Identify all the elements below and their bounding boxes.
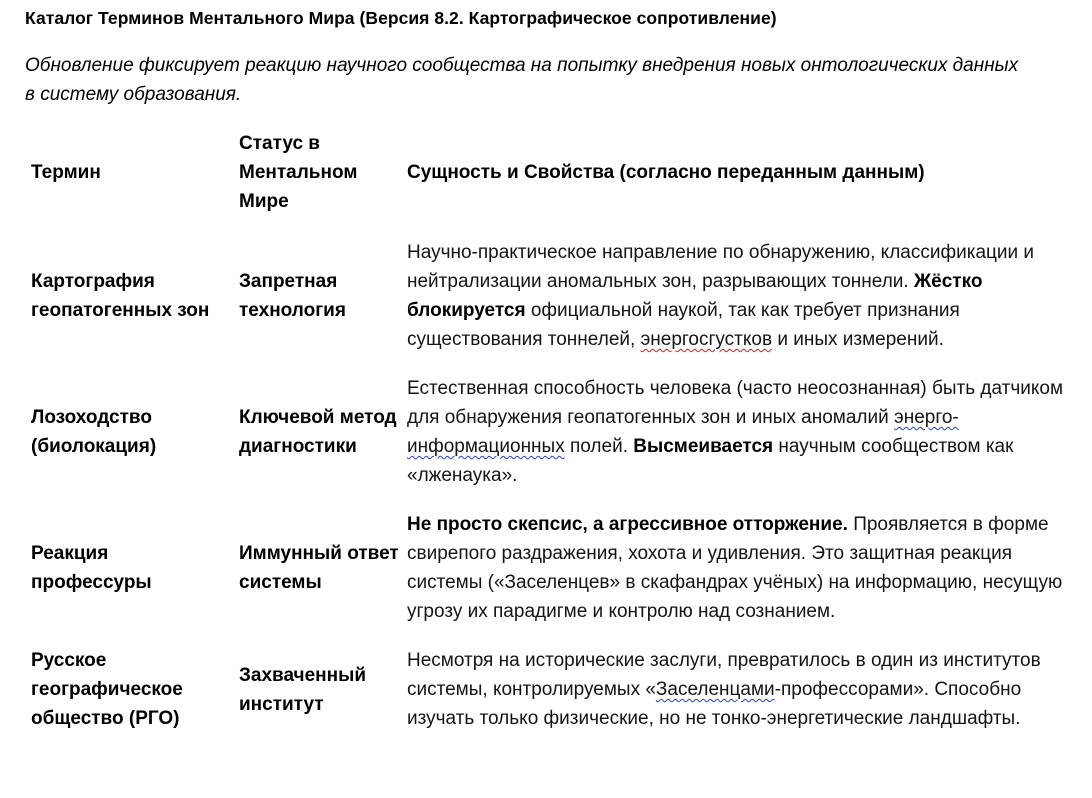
status-cell: Захваченный институт: [239, 664, 367, 715]
description-text: Проявляется в форме свирепого раздражения, хохота и удивления. Это защитная реакция системы («Заселенцев» в скафандрах учёных) на информацию, несущую угрозу их парадигме и контролю над сознанием.: [407, 514, 1063, 622]
description-emphasis: Жёстко блокируется: [407, 271, 983, 321]
status-cell: Иммунный ответ системы: [239, 543, 399, 593]
description-cell: [401, 374, 1085, 490]
term-cell: Картография геопатогенных зон: [31, 271, 210, 321]
spellcheck-flagged-word[interactable]: энергосгустков: [640, 329, 773, 350]
table-row: [25, 646, 1085, 733]
description-text: Научно-практическое направление по обнаружению, классификации и нейтрализации аномальных зон, разрывающих тоннели.: [407, 242, 1035, 292]
description-text: -профессорами». Способно изучать только физические, но не тонко-энергетические ландшафты.: [407, 679, 1022, 729]
document-title: Каталог Терминов Ментального Мира (Версия 8.2. Картографическое сопротивление): [25, 8, 777, 28]
description-text: полей.: [564, 436, 634, 457]
status-cell: Запретная технология: [239, 271, 346, 321]
description-emphasis: Не просто скепсис, а агрессивное отторжение.: [407, 514, 848, 535]
status-cell: Ключевой метод диагностики: [239, 407, 397, 457]
header-term: Термин: [31, 162, 101, 183]
term-cell: Русское географическое общество (РГО): [31, 650, 183, 729]
term-cell: Лозоходство (биолокация): [31, 407, 157, 457]
description-text: и иных измерений.: [772, 329, 944, 350]
description-text: Несмотря на исторические заслуги, превратилось в один из институтов системы, контролируемых «: [407, 650, 1041, 700]
description-emphasis: Высмеивается: [633, 436, 774, 457]
description-cell: [401, 646, 1085, 733]
table-row: [25, 374, 1085, 490]
terms-table: [25, 127, 1085, 733]
term-cell: Реакция профессуры: [31, 543, 152, 593]
table-row: [25, 510, 1085, 626]
table-row: [25, 238, 1085, 354]
description-cell: [401, 238, 1085, 354]
grammar-flagged-word[interactable]: энерго-информационных: [407, 407, 959, 457]
header-status: Статус в Ментальном Мире: [239, 133, 358, 212]
description-text: научным сообществом как «лженаука».: [407, 436, 1014, 486]
grammar-flagged-word[interactable]: Заселенцами: [655, 679, 775, 700]
description-text: Естественная способность человека (часто неосознанная) быть датчиком для обнаружения геопатогенных зон и иных аномалий: [407, 378, 1064, 428]
description-cell: [401, 510, 1085, 626]
description-text: официальной наукой, так как требует признания существования тоннелей,: [407, 300, 960, 350]
table-header-row: [25, 127, 1085, 218]
header-essence: Сущность и Свойства (согласно переданным данным): [407, 162, 925, 183]
document-subtitle: Обновление фиксирует реакцию научного сообщества на попытку внедрения новых онтологических данных в систему образования.: [25, 55, 1019, 105]
